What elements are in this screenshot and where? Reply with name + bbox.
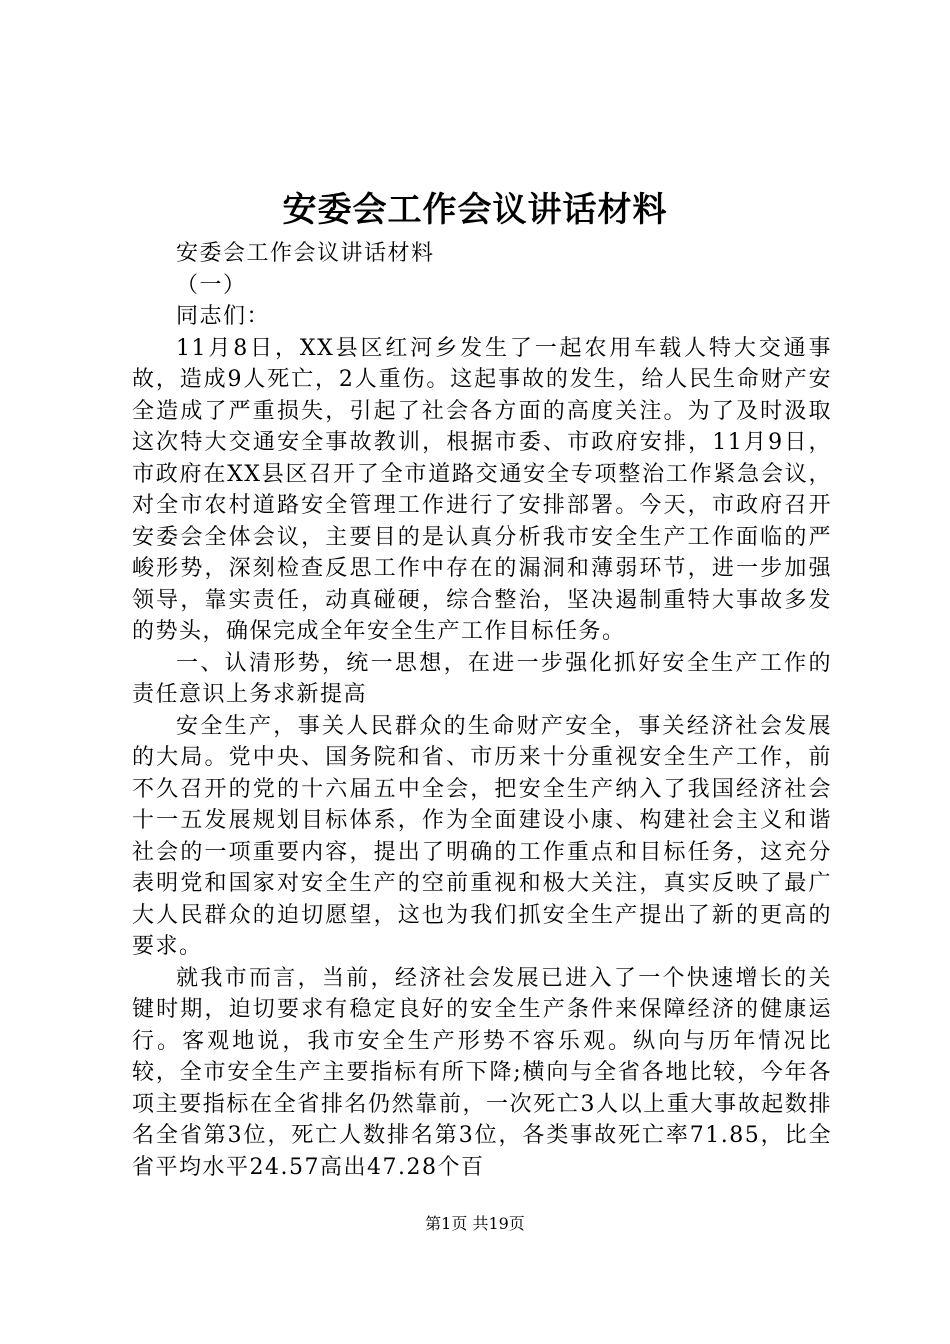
salutation: 同志们：	[176, 304, 271, 329]
paragraph: 11月8日，XX县区红河乡发生了一起农用车载人特大交通事故，造成9人死亡，2人重伤。这起事故的发生，给人民生命财产安全造成了严重损失，引起了社会各方面的高度关注。为了及时汲取这次特大交通安全事故教训，根据市委、市政府安排，11月9日，市政府在XX县区召开了全市道路交通安全专项整治工作紧急会议，对全市农村道路安全管理工作进行了安排部署。今天，市政府召开安委会全体会议，主要目的是认真分析我市安全生产工作面临的严峻形势，深刻检查反思工作中存在的漏洞和薄弱环节，进一步加强领导，靠实责任，动真碰硬，综合整治，坚决遏制重特大事故多发的势头，确保完成全年安全生产工作目标任务。	[132, 335, 832, 644]
document-title: 安委会工作会议讲话材料	[282, 190, 668, 230]
paragraph: 安全生产，事关人民群众的生命财产安全，事关经济社会发展的大局。党中央、国务院和省、市历来十分重视安全生产工作，前不久召开的党的十六届五中全会，把安全生产纳入了我国经济社会十一五发展规划目标体系，作为全面建设小康、构建社会主义和谐社会的一项重要内容，提出了明确的工作重点和目标任务，这充分表明党和国家对安全生产的空前重视和极大关注，真实反映了最广大人民群众的迫切愿望，这也为我们抓安全生产提出了新的更高的要求。	[132, 713, 832, 959]
document-body	[132, 238, 832, 1183]
part-label: （一）	[176, 272, 247, 298]
section-heading: 一、认清形势，统一思想，在进一步强化抓好安全生产工作的责任意识上务求新提高	[132, 650, 832, 707]
page-footer: 第1页 共19页	[425, 1214, 525, 1233]
paragraph: 就我市而言，当前，经济社会发展已进入了一个快速增长的关键时期，迫切要求有稳定良好的安全生产条件来保障经济的健康运行。客观地说，我市安全生产形势不容乐观。纵向与历年情况比较，全市安全生产主要指标有所下降;横向与全省各地比较，今年各项主要指标在全省排名仍然靠前，一次死亡3人以上重大事故起数排名全省第3位，死亡人数排名第3位，各类事故死亡率71.85，比全省平均水平24.57高出47.28个百	[132, 965, 832, 1180]
document-subtitle: 安委会工作会议讲话材料	[176, 241, 435, 266]
